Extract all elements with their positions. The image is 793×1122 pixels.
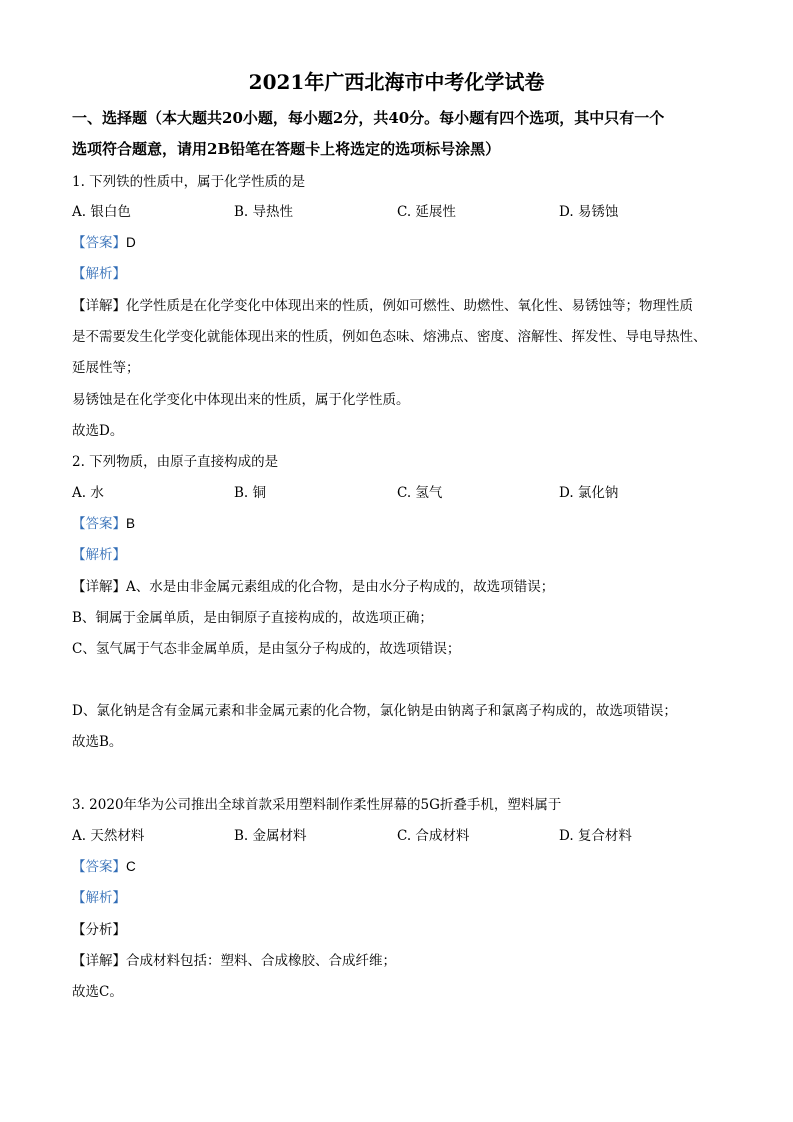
question-2-answer xyxy=(72,514,732,534)
question-3-detail-line: 【详解】合成材料包括：塑料、合成橡胶、合成纤维； xyxy=(72,953,396,969)
question-3-analysis-label: 【解析】 xyxy=(72,890,126,906)
question-2-stem: 2. 下列物质，由原子直接构成的是 xyxy=(72,454,279,470)
question-2-detail-line: C、氢气属于气态非金属单质，是由氢分子构成的，故选项错误； xyxy=(72,641,461,657)
answer-value: C xyxy=(126,859,136,874)
question-1-option-a: A. 银白色 xyxy=(72,204,131,220)
question-1-detail-line: 易锈蚀是在化学变化中体现出来的性质，属于化学性质。 xyxy=(72,392,410,408)
question-3-option-c: C. 合成材料 xyxy=(397,828,470,844)
section-heading-line2: 选项符合题意，请用2B铅笔在答题卡上将选定的选项标号涂黑） xyxy=(72,140,501,158)
question-3-fenxi-label: 【分析】 xyxy=(72,922,126,938)
question-1-detail-line: 是不需要发生化学变化就能体现出来的性质，例如色态味、熔沸点、密度、溶解性、挥发性、导电导热性、 xyxy=(72,329,707,345)
question-2-conclusion: 故选B。 xyxy=(72,734,123,750)
question-3-answer xyxy=(72,857,732,877)
question-3-stem: 3. 2020年华为公司推出全球首款采用塑料制作柔性屏幕的5G折叠手机，塑料属于 xyxy=(72,797,562,813)
answer-label: 【答案】 xyxy=(72,859,126,875)
question-1-option-b: B. 导热性 xyxy=(234,204,294,220)
question-1-option-c: C. 延展性 xyxy=(397,204,456,220)
question-2-option-d: D. 氯化钠 xyxy=(559,485,619,501)
question-2-detail-line: 【详解】A、水是由非金属元素组成的化合物，是由水分子构成的，故选项错误； xyxy=(72,579,555,595)
question-1-answer xyxy=(72,233,732,253)
question-1-conclusion: 故选D。 xyxy=(72,423,124,439)
question-3-option-a: A. 天然材料 xyxy=(72,828,145,844)
answer-value: B xyxy=(126,516,136,531)
question-2-option-a: A. 水 xyxy=(72,485,104,501)
question-1-option-d: D. 易锈蚀 xyxy=(559,204,619,220)
question-2-option-b: B. 铜 xyxy=(234,485,267,501)
question-1-analysis-label: 【解析】 xyxy=(72,266,126,282)
question-1-stem: 1. 下列铁的性质中，属于化学性质的是 xyxy=(72,174,306,190)
question-2-analysis-label: 【解析】 xyxy=(72,547,126,563)
answer-value: D xyxy=(126,235,136,250)
question-3-option-b: B. 金属材料 xyxy=(234,828,307,844)
page-title: 2021年广西北海市中考化学试卷 xyxy=(248,70,545,94)
question-2-detail-line: B、铜属于金属单质，是由铜原子直接构成的，故选项正确； xyxy=(72,610,433,626)
question-1-detail-line: 延展性等； xyxy=(72,360,140,376)
question-2-detail-line: D、氯化钠是含有金属元素和非金属元素的化合物，氯化钠是由钠离子和氯离子构成的，故选项错误； xyxy=(72,703,677,719)
question-2-option-c: C. 氢气 xyxy=(397,485,443,501)
answer-label: 【答案】 xyxy=(72,235,126,251)
answer-label: 【答案】 xyxy=(72,516,126,532)
section-heading-line1: 一、选择题（本大题共20小题，每小题2分，共40分。每小题有四个选项，其中只有一个 xyxy=(72,109,665,127)
question-3-option-d: D. 复合材料 xyxy=(559,828,632,844)
question-3-conclusion: 故选C。 xyxy=(72,984,123,1000)
question-1-detail-line: 【详解】化学性质是在化学变化中体现出来的性质，例如可燃性、助燃性、氧化性、易锈蚀等；物理性质 xyxy=(72,298,693,314)
